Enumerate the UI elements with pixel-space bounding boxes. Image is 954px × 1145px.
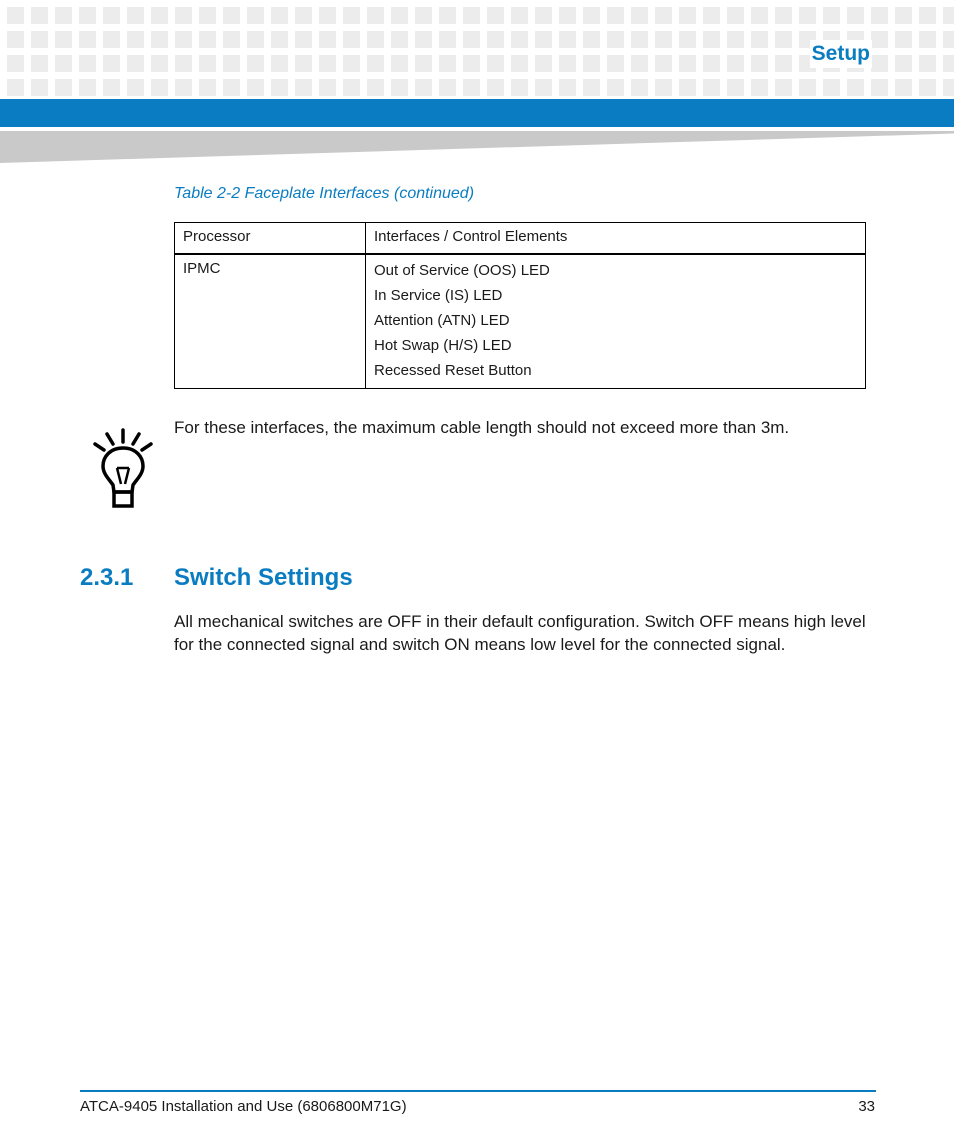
faceplate-table (174, 222, 866, 389)
interface-item: In Service (IS) LED (374, 287, 503, 304)
section-body: All mechanical switches are OFF in their default configuration. Switch OFF means high level for the connected signal and switch ON means low level for the connected signal. (174, 612, 866, 654)
section-number: 2.3.1 (80, 564, 134, 591)
footer-rule (80, 1090, 876, 1092)
interface-item: Attention (ATN) LED (374, 312, 510, 329)
note-text: For these interfaces, the maximum cable length should not exceed more than 3m. (174, 418, 790, 437)
lightbulb-icon (92, 428, 156, 510)
interface-item: Out of Service (OOS) LED (374, 262, 550, 279)
column-header-interfaces: Interfaces / Control Elements (366, 223, 866, 255)
section-title: Switch Settings (174, 564, 353, 591)
processor-cell: IPMC (175, 254, 366, 389)
interfaces-cell (366, 254, 866, 389)
interface-item: Hot Swap (H/S) LED (374, 337, 512, 354)
table-header-row (175, 223, 866, 255)
footer-document-title: ATCA-9405 Installation and Use (6806800M71G) (80, 1098, 407, 1115)
interface-item: Recessed Reset Button (374, 362, 532, 379)
header-band (0, 99, 954, 127)
footer-page-number: 33 (858, 1098, 875, 1115)
chapter-title: Setup (810, 40, 872, 68)
header-wedge (0, 131, 954, 163)
column-header-processor: Processor (175, 223, 366, 255)
table-caption: Table 2-2 Faceplate Interfaces (continued) (174, 185, 475, 202)
table-row (175, 254, 866, 389)
